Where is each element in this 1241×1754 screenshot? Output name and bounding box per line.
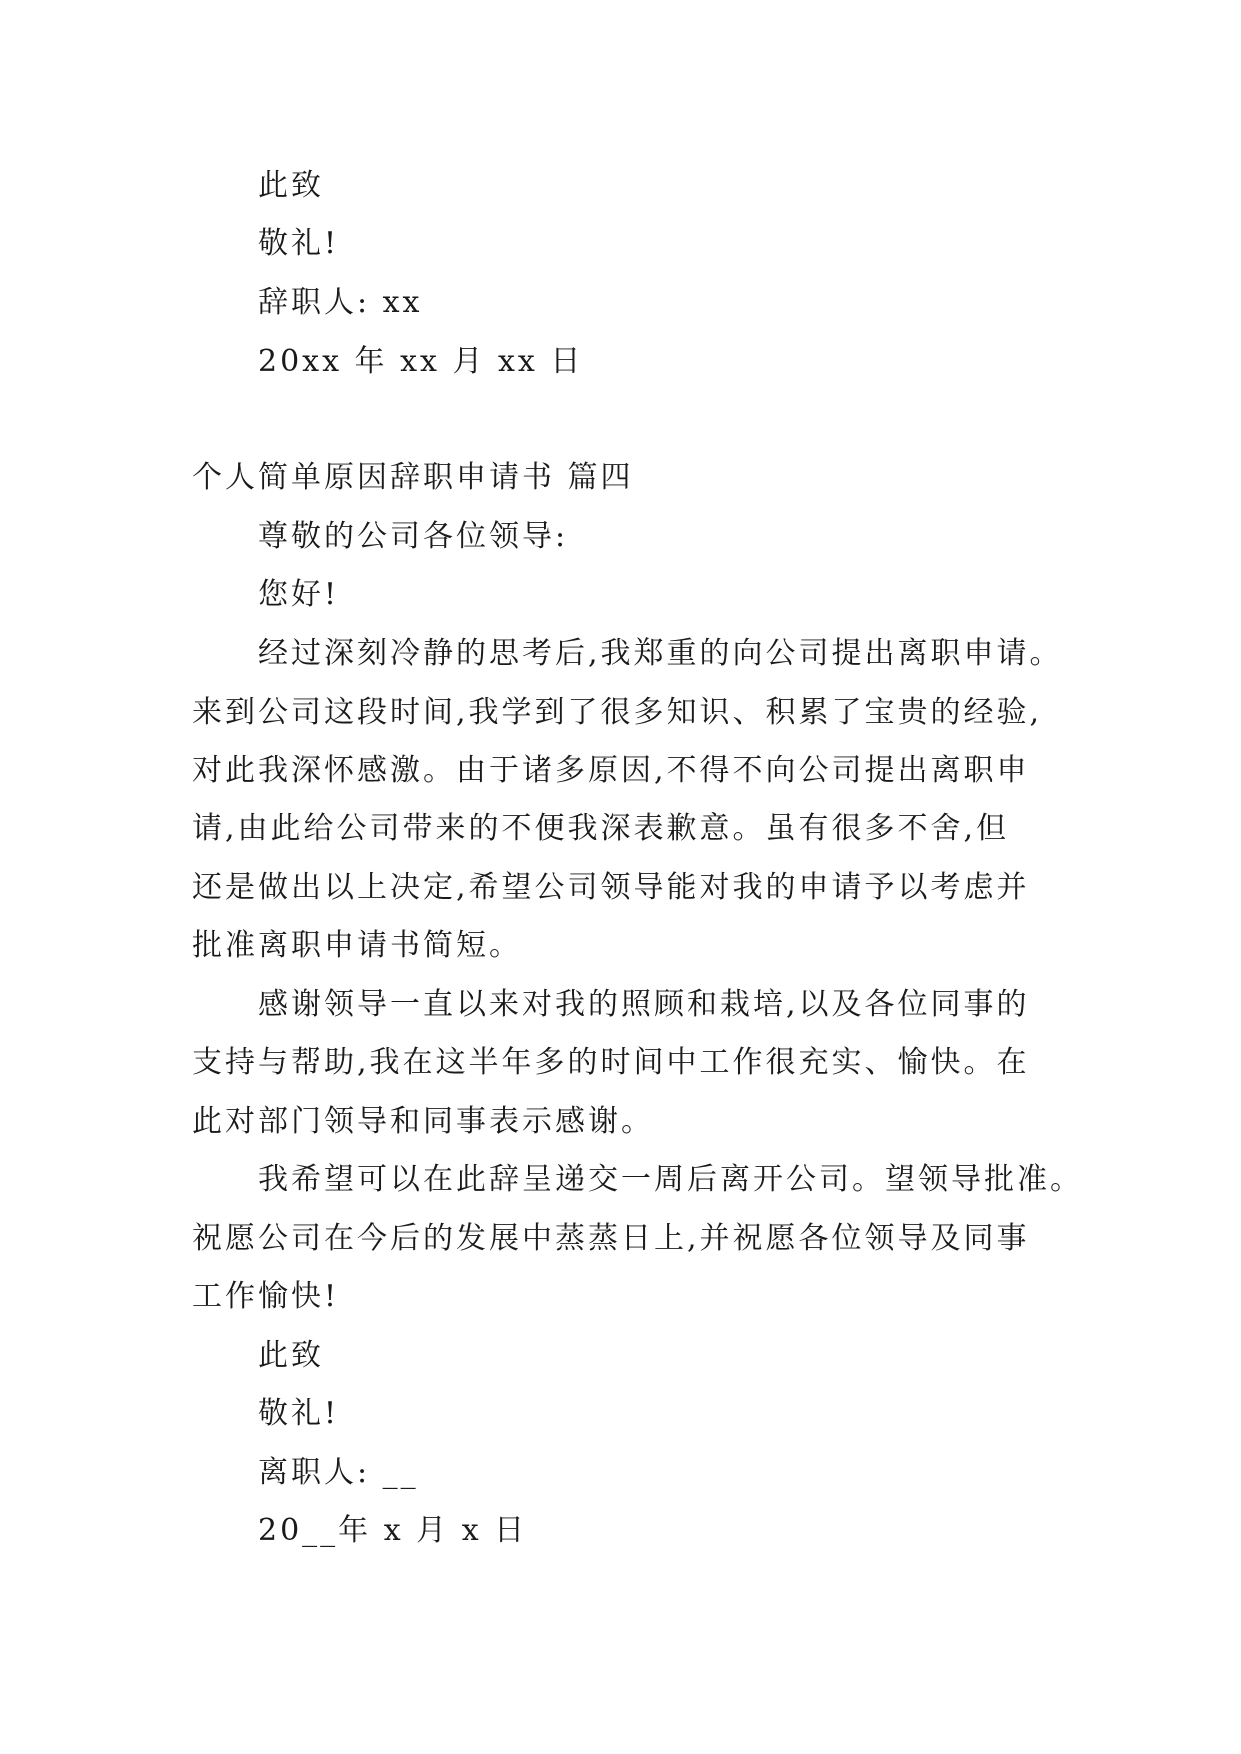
paragraph-line: 支持与帮助,我在这半年多的时间中工作很充实、愉快。在 (192, 1045, 1030, 1080)
greeting-recipient: 尊敬的公司各位领导: (258, 519, 569, 554)
paragraph-line: 来到公司这段时间,我学到了很多知识、积累了宝贵的经验, (192, 695, 1043, 730)
section-heading: 个人简单原因辞职申请书 篇四 (192, 460, 634, 495)
paragraph-line: 工作愉快! (192, 1279, 340, 1314)
paragraph-line: 我希望可以在此辞呈递交一周后离开公司。望领导批准。 (258, 1162, 1083, 1197)
paragraph-line: 还是做出以上决定,希望公司领导能对我的申请予以考虑并 (192, 870, 1030, 905)
paragraph-line: 此对部门领导和同事表示感谢。 (192, 1104, 654, 1139)
closing-salutation: 此致 (258, 1338, 324, 1373)
greeting-line: 您好! (258, 577, 340, 612)
paragraph-line: 批准离职申请书简短。 (192, 928, 522, 963)
paragraph-line: 对此我深怀感激。由于诸多原因,不得不向公司提出离职申 (192, 753, 1030, 788)
signer-line: 辞职人: xx (258, 285, 423, 320)
closing-regards: 敬礼! (258, 1396, 340, 1431)
paragraph-line: 请,由此给公司带来的不便我深表歉意。虽有很多不舍,但 (192, 811, 1010, 846)
paragraph-line: 感谢领导一直以来对我的照顾和栽培,以及各位同事的 (258, 987, 1030, 1022)
closing-regards: 敬礼! (258, 226, 340, 261)
paragraph-line: 经过深刻冷静的思考后,我郑重的向公司提出离职申请。 (258, 636, 1063, 671)
date-line: 20xx 年 xx 月 xx 日 (258, 344, 584, 379)
closing-salutation: 此致 (258, 168, 324, 203)
date-line: 20__年 x 月 x 日 (258, 1513, 528, 1548)
paragraph-line: 祝愿公司在今后的发展中蒸蒸日上,并祝愿各位领导及同事 (192, 1221, 1030, 1256)
signer-line: 离职人: __ (258, 1455, 419, 1490)
